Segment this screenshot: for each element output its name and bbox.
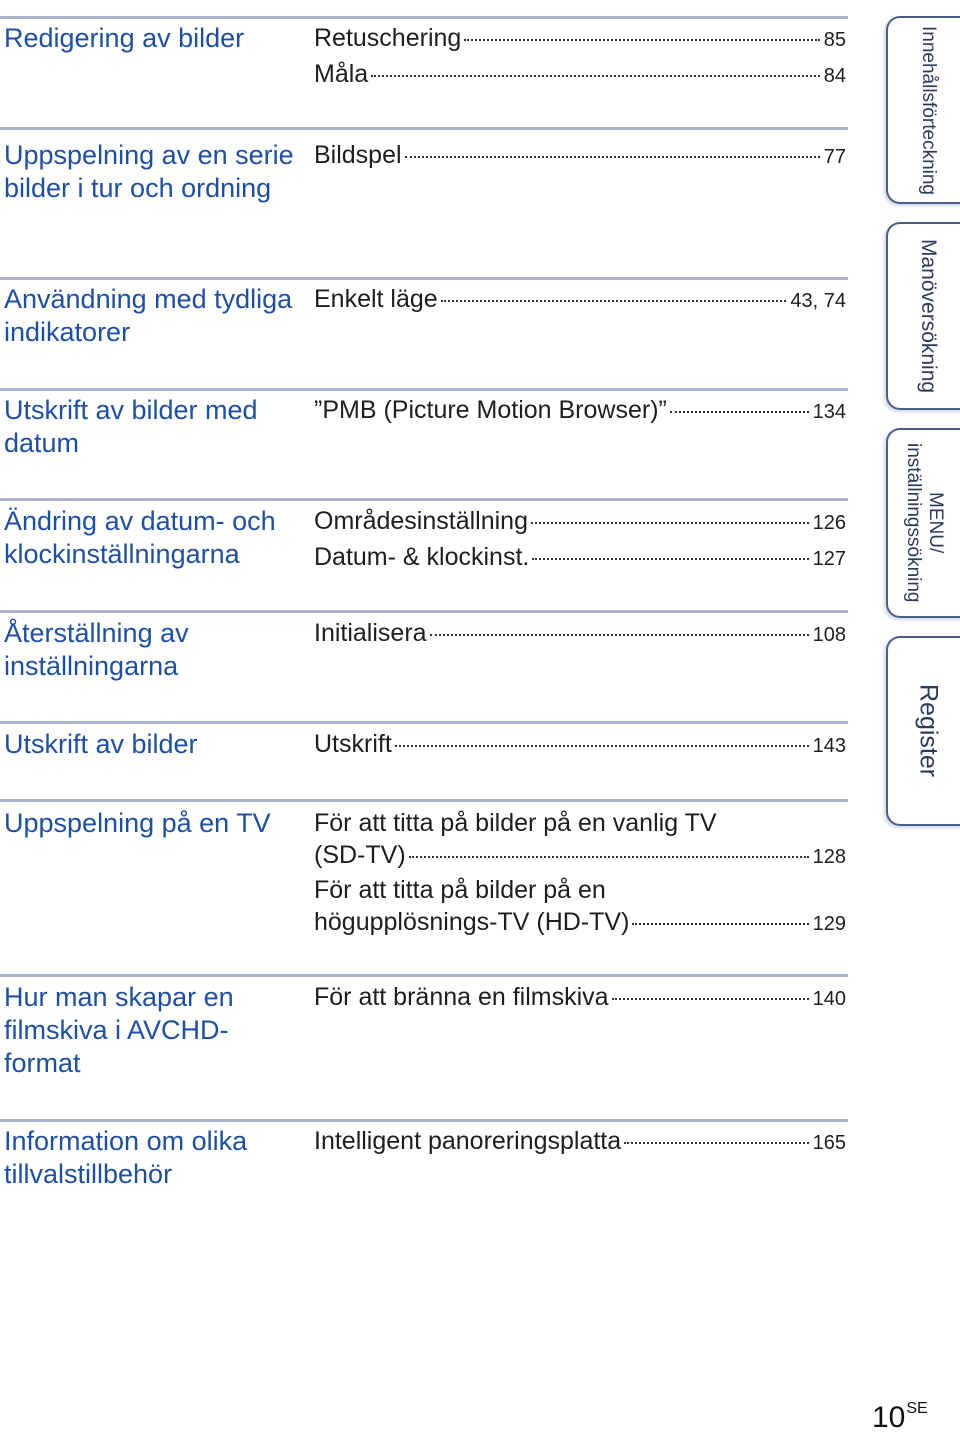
toc-entry[interactable] <box>314 839 846 873</box>
dot-leader <box>464 39 819 41</box>
entry-page: 134 <box>812 401 846 423</box>
tab-label: MENU/ inställningssökning <box>903 443 946 603</box>
tab-label: Manöversökning <box>917 238 940 394</box>
entry-page: 43, 74 <box>790 290 846 312</box>
dot-leader <box>430 634 809 636</box>
dot-leader <box>532 558 808 560</box>
entry-label: ”PMB (Picture Motion Browser)” <box>314 396 667 424</box>
tab-index[interactable] <box>886 636 960 826</box>
section-divider <box>0 610 848 613</box>
toc-entry[interactable] <box>314 541 846 575</box>
dot-leader <box>612 998 809 1000</box>
tab-label: Register <box>914 684 943 778</box>
section-title: Redigering av bilder <box>4 23 245 53</box>
tab-menu-settings-search[interactable] <box>886 428 960 618</box>
toc-entry[interactable] <box>314 139 846 173</box>
page-number-value: 10 <box>872 1401 906 1434</box>
section-title: Återställning av inställningarna <box>4 618 189 681</box>
entry-line: För att titta på bilder på en <box>314 876 606 904</box>
entry-page: 140 <box>812 988 846 1010</box>
tab-contents[interactable] <box>886 16 960 204</box>
entry-label: Retuschering <box>314 24 462 52</box>
entry-page: 165 <box>812 1132 846 1154</box>
entry-label: (SD-TV) <box>314 841 406 869</box>
toc-entry[interactable] <box>314 728 846 762</box>
page-number-suffix: SE <box>906 1400 928 1417</box>
entry-label: Måla <box>314 60 369 88</box>
tab-label: Innehållsförteckning <box>918 25 939 195</box>
entry-page: 129 <box>812 913 846 935</box>
section-title: Utskrift av bilder <box>4 729 198 759</box>
page-number <box>872 1400 928 1435</box>
entry-page: 84 <box>823 65 846 87</box>
section-divider <box>0 277 848 280</box>
section-divider <box>0 721 848 724</box>
entry-label: Utskrift <box>314 730 392 758</box>
dot-leader <box>395 745 809 747</box>
entry-page: 126 <box>812 512 846 534</box>
entry-label: Initialisera <box>314 619 427 647</box>
toc-entry[interactable] <box>314 906 846 940</box>
section-title: Utskrift av bilder med datum <box>4 395 258 458</box>
section-divider <box>0 388 848 391</box>
section-divider <box>0 127 848 130</box>
entry-label: Datum- & klockinst. <box>314 543 530 571</box>
dot-leader <box>531 522 809 524</box>
entry-label: högupplösnings-TV (HD-TV) <box>314 908 630 936</box>
entry-page: 108 <box>812 624 846 646</box>
entry-page: 77 <box>823 146 846 168</box>
entry-label: För att bränna en filmskiva <box>314 983 609 1011</box>
entry-label: Bildspel <box>314 141 402 169</box>
toc-entry[interactable] <box>314 394 846 428</box>
toc-entry[interactable] <box>314 981 846 1015</box>
dot-leader <box>624 1142 808 1144</box>
dot-leader <box>409 856 809 858</box>
toc-entry[interactable] <box>314 617 846 651</box>
entry-page: 143 <box>812 735 846 757</box>
section-title: Information om olika tillvalstillbehör <box>4 1126 248 1189</box>
entry-page: 85 <box>823 29 846 51</box>
tab-operation-search[interactable] <box>886 222 960 410</box>
dot-leader <box>371 75 820 77</box>
section-title: Hur man skapar en filmskiva i AVCHD-format <box>4 982 234 1078</box>
entry-page: 127 <box>812 548 846 570</box>
dot-leader <box>670 411 809 413</box>
entry-line: För att titta på bilder på en vanlig TV <box>314 809 717 837</box>
entry-page: 128 <box>812 846 846 868</box>
section-divider <box>0 498 848 501</box>
entry-label: Intelligent panoreringsplatta <box>314 1127 622 1155</box>
section-title: Uppspelning på en TV <box>4 808 271 838</box>
section-divider <box>0 974 848 977</box>
toc-entry[interactable] <box>314 1125 846 1159</box>
toc-entry[interactable] <box>314 505 846 539</box>
section-title: Användning med tydliga indikatorer <box>4 284 293 347</box>
section-title: Uppspelning av en serie bilder i tur och ordning <box>4 140 294 203</box>
section-title: Ändring av datum- och klockinställningarna <box>4 506 276 569</box>
section-divider <box>0 1119 848 1122</box>
dot-leader <box>632 923 808 925</box>
section-divider <box>0 16 848 19</box>
toc-entry[interactable] <box>314 283 846 317</box>
dot-leader <box>405 156 820 158</box>
section-divider <box>0 799 848 802</box>
toc-entry[interactable] <box>314 58 846 92</box>
entry-label: Områdesinställning <box>314 507 528 535</box>
dot-leader <box>441 300 787 302</box>
toc-entry[interactable] <box>314 22 846 56</box>
entry-label: Enkelt läge <box>314 285 438 313</box>
